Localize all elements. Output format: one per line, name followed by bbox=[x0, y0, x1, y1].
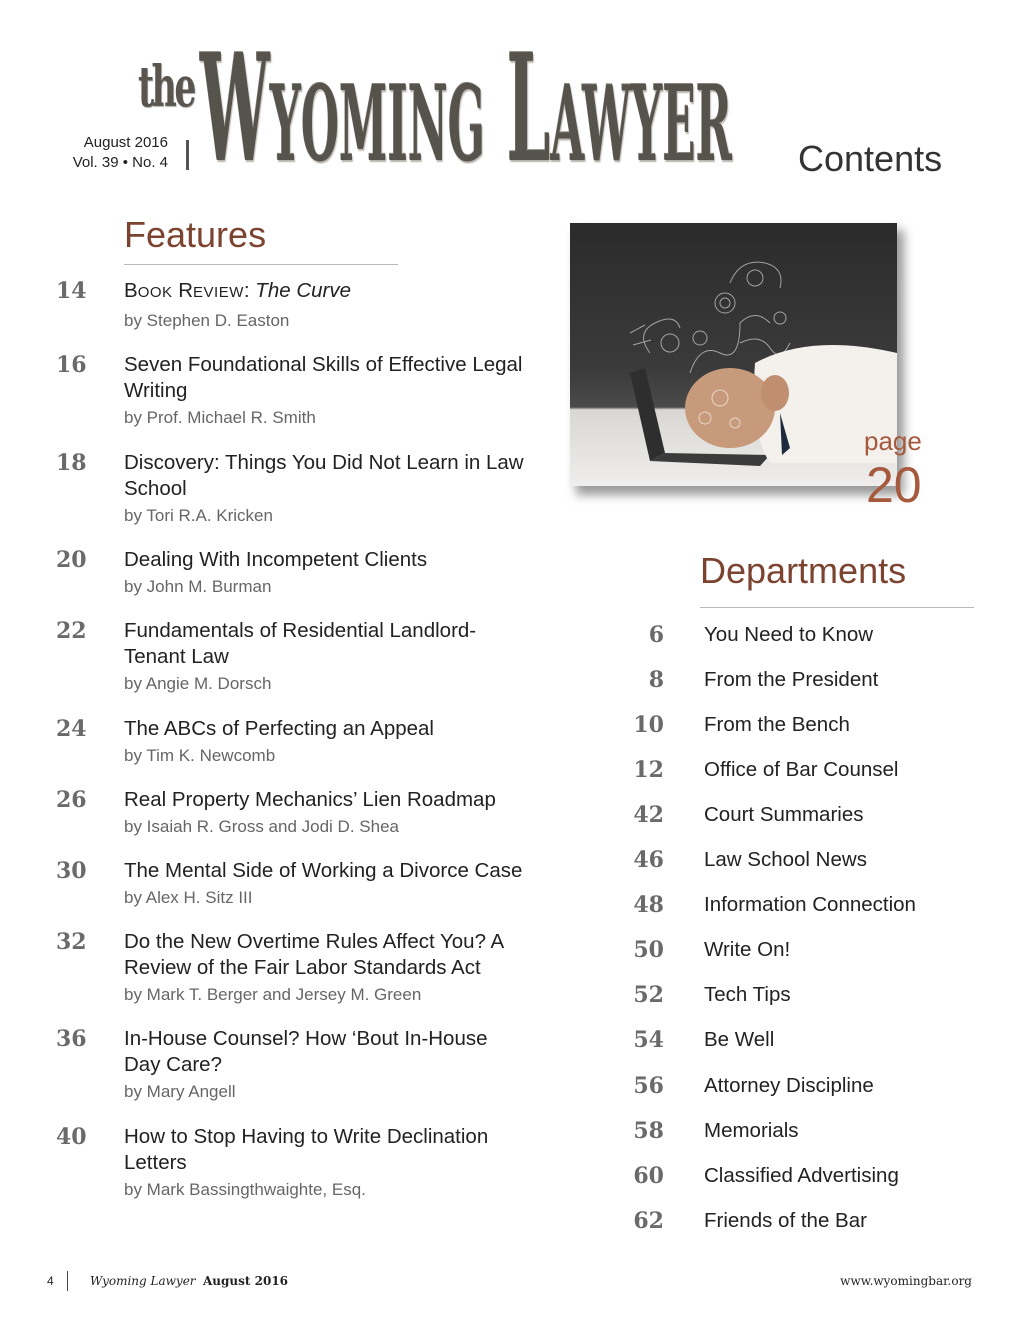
department-page-number: 50 bbox=[633, 937, 664, 963]
department-label[interactable]: Court Summaries bbox=[704, 803, 864, 826]
masthead-title-w: W bbox=[200, 21, 270, 195]
footer-url-link[interactable]: www.wyomingbar.org bbox=[840, 1274, 972, 1288]
feature-page-number: 24 bbox=[56, 716, 87, 742]
feature-title[interactable]: How to Stop Having to Write Declination Letters bbox=[124, 1125, 489, 1174]
features-divider bbox=[124, 264, 398, 265]
frustrated-lawyer-illustration bbox=[570, 223, 897, 486]
photo-page-number[interactable]: 20 bbox=[866, 457, 922, 513]
department-item[interactable] bbox=[620, 847, 1000, 877]
feature-title[interactable]: BOOK REVIEW: The Curve bbox=[124, 279, 352, 302]
footer-date: August 2016 bbox=[203, 1274, 289, 1288]
feature-page-number: 22 bbox=[56, 618, 87, 644]
feature-page-number: 32 bbox=[56, 929, 87, 955]
department-page-number: 42 bbox=[633, 802, 664, 828]
cover-photo[interactable] bbox=[570, 223, 897, 486]
department-page-number: 62 bbox=[633, 1208, 664, 1234]
feature-page-number: 18 bbox=[56, 450, 87, 476]
feature-author: by Tori R.A. Kricken bbox=[124, 506, 273, 525]
department-page-number: 46 bbox=[633, 847, 664, 873]
feature-title[interactable]: Dealing With Incompetent Clients bbox=[124, 548, 428, 571]
footer-divider bbox=[67, 1271, 68, 1291]
feature-author: by Alex H. Sitz III bbox=[124, 888, 253, 907]
department-page-number: 6 bbox=[648, 622, 664, 648]
feature-page-number: 20 bbox=[56, 547, 87, 573]
feature-page-number: 16 bbox=[56, 352, 87, 378]
masthead-divider bbox=[186, 140, 189, 170]
department-label[interactable]: Memorials bbox=[704, 1119, 799, 1142]
department-page-number: 10 bbox=[633, 712, 664, 738]
department-item[interactable] bbox=[620, 1118, 1000, 1148]
department-page-number: 52 bbox=[633, 982, 664, 1008]
department-item[interactable] bbox=[620, 937, 1000, 967]
department-item[interactable] bbox=[620, 667, 1000, 697]
contents-label: Contents bbox=[798, 138, 943, 179]
departments-heading: Departments bbox=[700, 550, 907, 591]
department-item[interactable] bbox=[620, 757, 1000, 787]
feature-author: by Stephen D. Easton bbox=[124, 311, 290, 330]
department-label[interactable]: Friends of the Bar bbox=[704, 1209, 867, 1232]
department-label[interactable]: Write On! bbox=[704, 938, 791, 961]
feature-author: by Mark Bassingthwaighte, Esq. bbox=[124, 1180, 366, 1199]
department-label[interactable]: Office of Bar Counsel bbox=[704, 758, 899, 781]
department-label[interactable]: Information Connection bbox=[704, 893, 916, 916]
department-page-number: 48 bbox=[633, 892, 664, 918]
feature-author: by Angie M. Dorsch bbox=[124, 674, 272, 693]
photo-page-label: page bbox=[864, 426, 922, 456]
feature-title[interactable]: Do the New Overtime Rules Affect You? A Review of the Fair Labor Standards Act bbox=[124, 930, 504, 979]
feature-title[interactable]: Discovery: Things You Did Not Learn in Law School bbox=[124, 451, 524, 500]
footer-page-number: 4 bbox=[47, 1274, 54, 1288]
feature-title[interactable]: The ABCs of Perfecting an Appeal bbox=[124, 717, 434, 740]
department-label[interactable]: Law School News bbox=[704, 848, 867, 871]
department-item[interactable] bbox=[620, 1163, 1000, 1193]
feature-author: by Tim K. Newcomb bbox=[124, 746, 276, 765]
masthead-title-l: L bbox=[506, 21, 551, 195]
issue-volume: Vol. 39 • No. 4 bbox=[72, 154, 168, 171]
department-page-number: 12 bbox=[633, 757, 664, 783]
feature-page-number: 40 bbox=[56, 1124, 87, 1150]
feature-author: by Mary Angell bbox=[124, 1082, 236, 1101]
feature-title[interactable]: Seven Foundational Skills of Effective Legal Writing bbox=[124, 353, 523, 402]
department-item[interactable] bbox=[620, 1027, 1000, 1057]
department-item[interactable] bbox=[620, 1073, 1000, 1103]
department-item[interactable] bbox=[620, 712, 1000, 742]
feature-author: by Mark T. Berger and Jersey M. Green bbox=[124, 985, 422, 1004]
feature-title[interactable]: Fundamentals of Residential Landlord-Tenant Law bbox=[124, 619, 477, 668]
masthead-title-awyer: AWYER bbox=[550, 62, 732, 185]
department-page-number: 54 bbox=[633, 1027, 664, 1053]
feature-author: by Prof. Michael R. Smith bbox=[124, 408, 316, 427]
footer-publication: Wyoming Lawyer bbox=[90, 1274, 196, 1288]
department-label[interactable]: You Need to Know bbox=[704, 623, 874, 646]
masthead-title-yoming: YOMING bbox=[269, 62, 486, 185]
department-item[interactable] bbox=[620, 982, 1000, 1012]
feature-author: by Isaiah R. Gross and Jodi D. Shea bbox=[124, 817, 399, 836]
department-page-number: 8 bbox=[648, 667, 664, 693]
department-page-number: 58 bbox=[633, 1118, 664, 1144]
department-label[interactable]: From the Bench bbox=[704, 713, 850, 736]
department-label[interactable]: Be Well bbox=[704, 1028, 775, 1051]
department-item[interactable] bbox=[620, 802, 1000, 832]
department-label[interactable]: From the President bbox=[704, 668, 879, 691]
masthead-title bbox=[200, 21, 732, 198]
department-page-number: 56 bbox=[633, 1073, 664, 1099]
department-item[interactable] bbox=[620, 622, 1000, 652]
feature-title[interactable]: In-House Counsel? How ‘Bout In-House Day Care? bbox=[124, 1027, 488, 1076]
feature-page-number: 14 bbox=[56, 278, 87, 304]
departments-divider bbox=[700, 607, 974, 608]
feature-title[interactable]: The Mental Side of Working a Divorce Case bbox=[124, 859, 523, 882]
department-item[interactable] bbox=[620, 1208, 1000, 1238]
department-label[interactable]: Tech Tips bbox=[704, 983, 791, 1006]
feature-title[interactable]: Real Property Mechanics’ Lien Roadmap bbox=[124, 788, 496, 811]
issue-date: August 2016 bbox=[83, 134, 168, 151]
feature-page-number: 30 bbox=[56, 858, 87, 884]
feature-author: by John M. Burman bbox=[124, 577, 272, 596]
department-label[interactable]: Attorney Discipline bbox=[704, 1074, 874, 1097]
feature-page-number: 36 bbox=[56, 1026, 87, 1052]
department-page-number: 60 bbox=[633, 1163, 664, 1189]
department-item[interactable] bbox=[620, 892, 1000, 922]
features-heading: Features bbox=[124, 214, 267, 255]
masthead-the: the bbox=[138, 54, 194, 120]
feature-page-number: 26 bbox=[56, 787, 87, 813]
department-label[interactable]: Classified Advertising bbox=[704, 1164, 899, 1187]
